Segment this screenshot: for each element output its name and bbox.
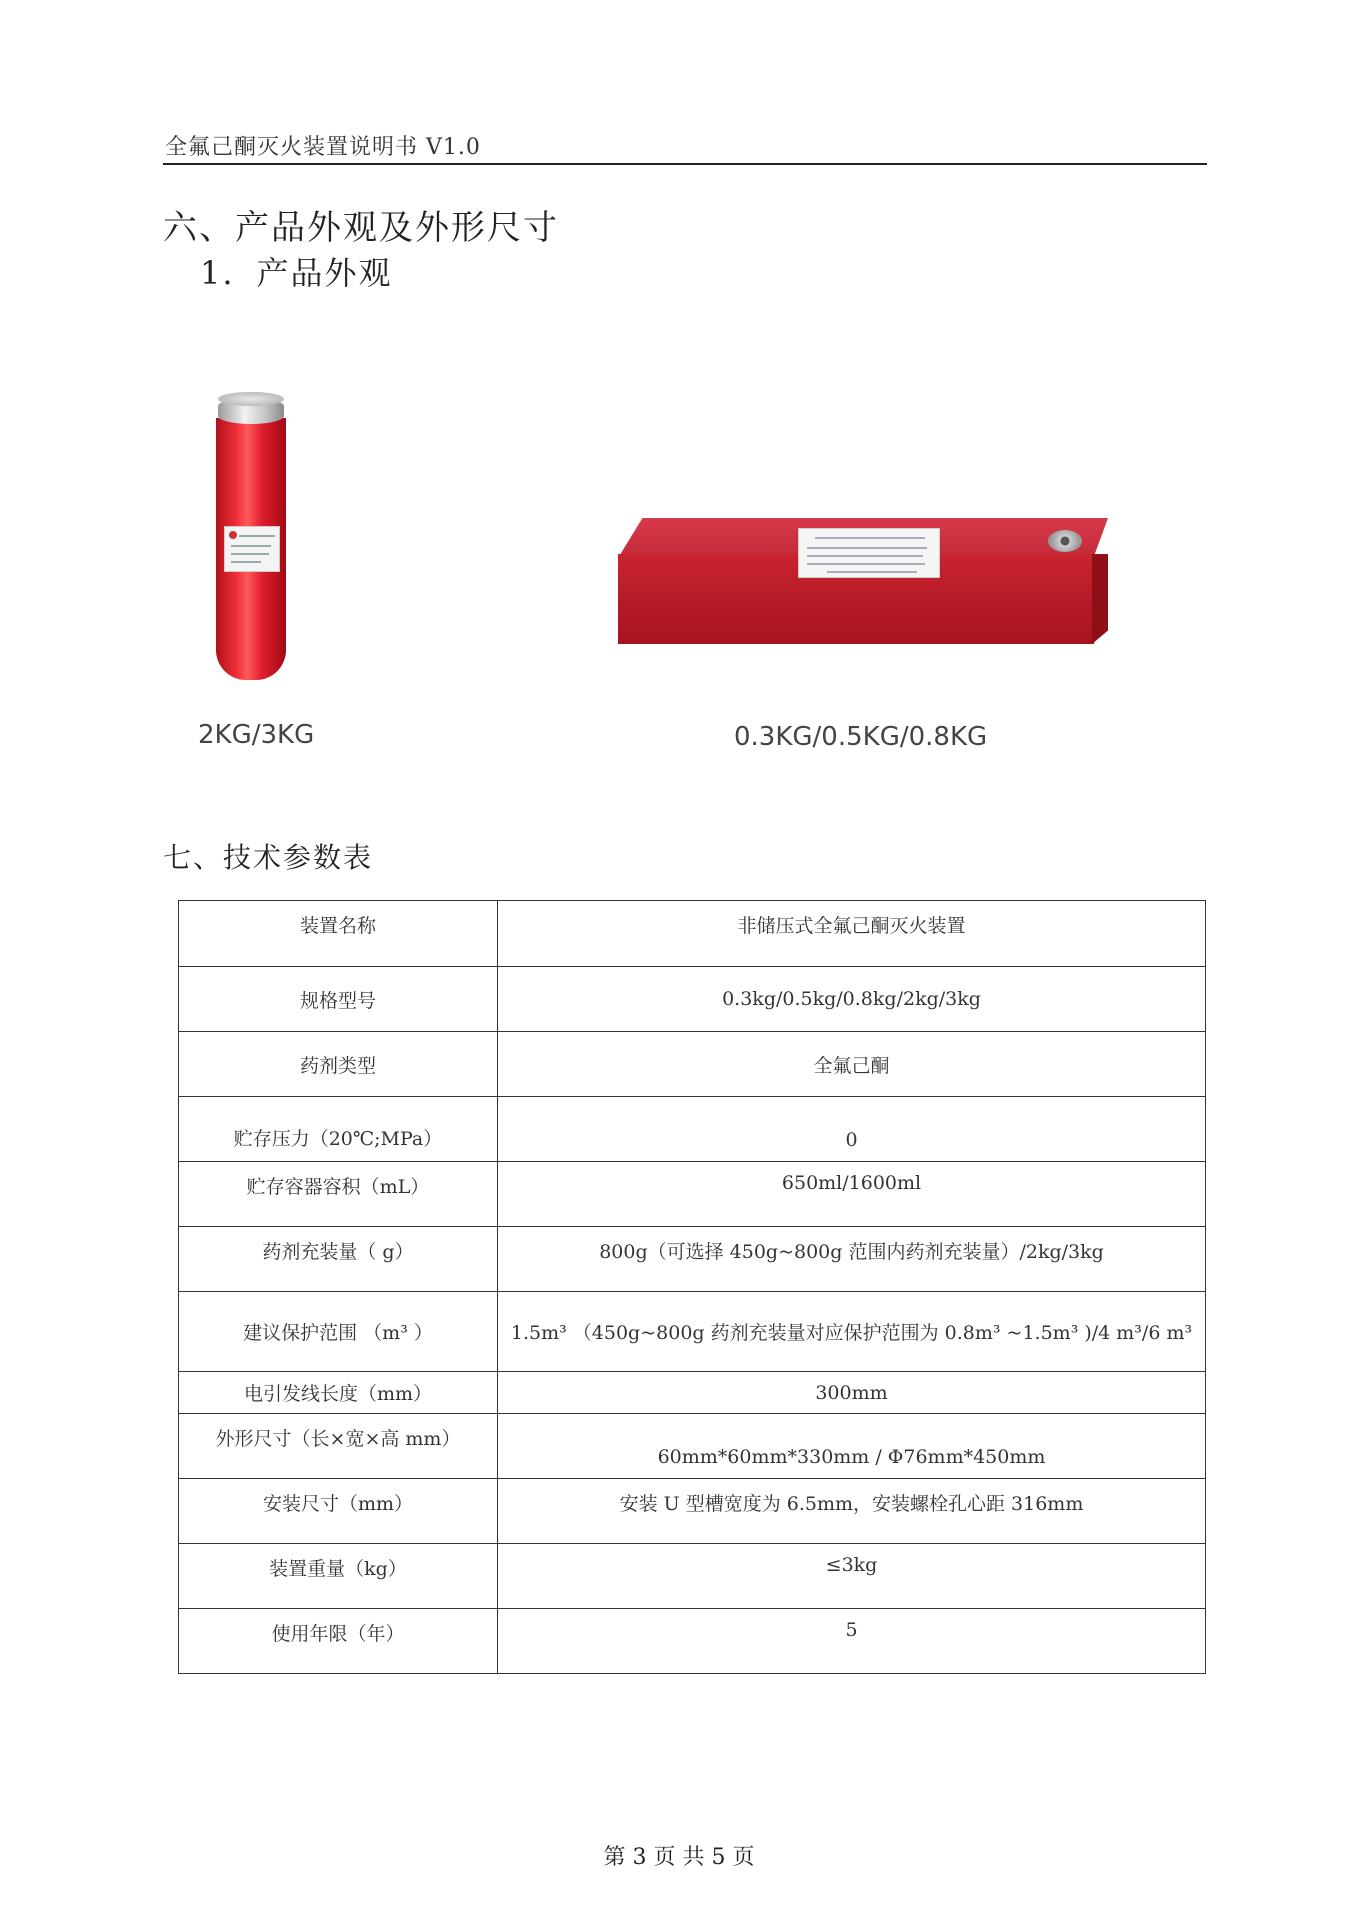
subsection-heading [200,248,393,294]
spec-value: 安装 U 型槽宽度为 6.5mm，安装螺栓孔心距 316mm [498,1479,1206,1544]
label-line [807,547,927,549]
header-divider [163,163,1207,165]
label-line [231,553,269,555]
box-product-image [618,518,1108,648]
table-row [179,901,1206,967]
spec-value: 0 [498,1097,1206,1162]
spec-key: 外形尺寸（长×宽×高 mm） [179,1414,498,1479]
table-row [179,1372,1206,1414]
label-line [815,537,925,539]
table-row [179,1609,1206,1674]
label-line [239,535,275,537]
spec-value: 全氟己酮 [498,1032,1206,1097]
spec-key: 建议保护范围 （m³ ） [179,1292,498,1372]
table-row [179,1414,1206,1479]
box-side-face [1092,554,1108,644]
label-line [231,545,271,547]
cylinder-cap-top [218,392,284,406]
spec-key: 装置名称 [179,901,498,967]
subsection-number: 1. [200,254,235,292]
spec-value: 800g（可选择 450g~800g 范围内药剂充装量）/2kg/3kg [498,1227,1206,1292]
spec-key: 使用年限（年） [179,1609,498,1674]
cylinder-label-sticker [224,526,280,572]
label-line [807,563,925,565]
cylinder-caption: 2KG/3KG [198,720,315,750]
spec-value: ≤3kg [498,1544,1206,1609]
tech-spec-table [178,900,1206,1674]
spec-key: 装置重量（kg） [179,1544,498,1609]
section-7-heading: 七、技术参数表 [163,841,374,874]
label-line [827,571,917,573]
spec-value: 0.3kg/0.5kg/0.8kg/2kg/3kg [498,967,1206,1032]
spec-value: 300mm [498,1372,1206,1414]
table-row [179,1162,1206,1227]
spec-key: 药剂类型 [179,1032,498,1097]
spec-key: 安装尺寸（mm） [179,1479,498,1544]
box-label-sticker [798,528,940,578]
spec-key: 贮存容器容积（mL） [179,1162,498,1227]
spec-value: 650ml/1600ml [498,1162,1206,1227]
table-row [179,1032,1206,1097]
table-row [179,1227,1206,1292]
logo-icon [229,531,237,539]
label-line [807,555,923,557]
spec-value: 1.5m³ （450g~800g 药剂充装量对应保护范围为 0.8m³ ~1.5m³ )/4 m³/6 m³ [498,1292,1206,1372]
spec-value: 5 [498,1609,1206,1674]
spec-key: 规格型号 [179,967,498,1032]
document-header-title: 全氟己酮灭火装置说明书 V1.0 [165,135,481,160]
spec-key: 药剂充装量（ g） [179,1227,498,1292]
table-row [179,1292,1206,1372]
table-row [179,1544,1206,1609]
spec-value: 非储压式全氟己酮灭火装置 [498,901,1206,967]
subsection-title: 产品外观 [256,254,393,292]
label-line [231,561,261,563]
table-row [179,1097,1206,1162]
cylinder-product-image [216,398,286,694]
box-caption: 0.3KG/0.5KG/0.8KG [734,722,988,752]
page-number-footer: 第 3 页 共 5 页 [603,1845,755,1870]
spec-value: 60mm*60mm*330mm / Φ76mm*450mm [498,1414,1206,1479]
spec-key: 贮存压力（20℃;MPa） [179,1097,498,1162]
table-row [179,967,1206,1032]
section-6-heading: 六、产品外观及外形尺寸 [163,208,559,248]
spec-key: 电引发线长度（mm） [179,1372,498,1414]
valve-icon [1048,530,1082,552]
table-row [179,1479,1206,1544]
